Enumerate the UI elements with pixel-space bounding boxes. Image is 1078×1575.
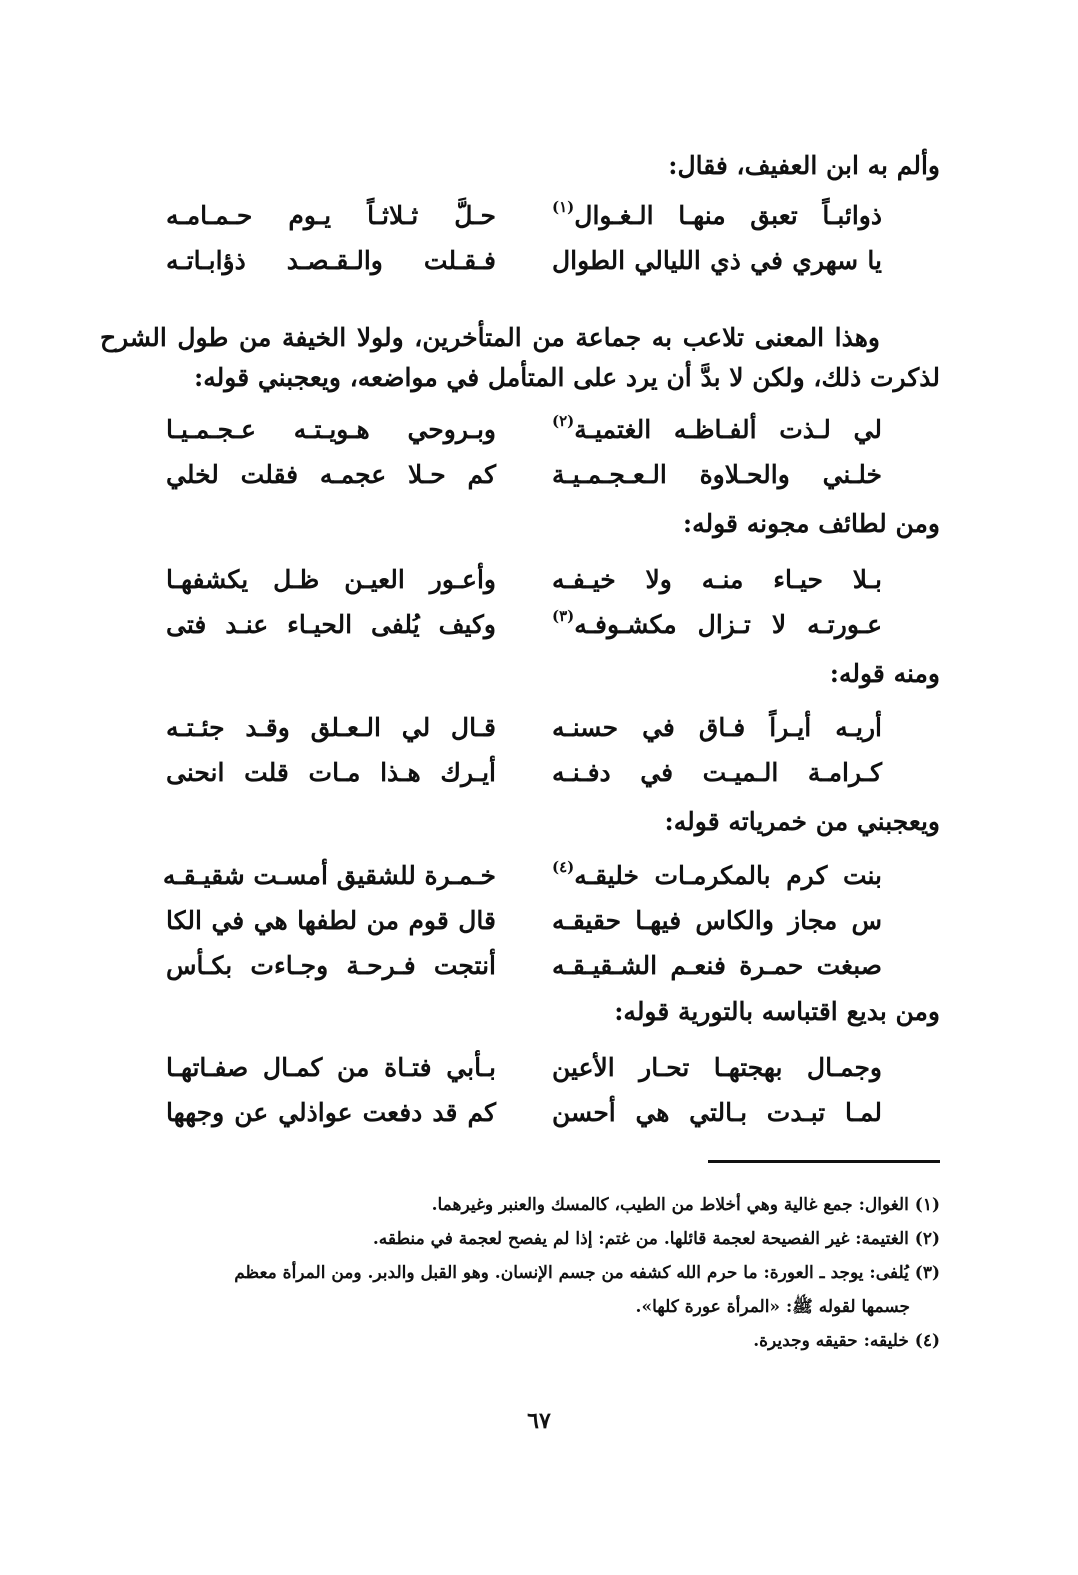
verse-hemistich-first: أنتجت فـرحـة وجـاءت بكـأس xyxy=(166,951,496,980)
verse-hemistich-first: قـال لي الـعـلق وقـد جئـتـه xyxy=(166,713,496,742)
verse-block xyxy=(0,856,1078,991)
verse-hemistich-second: لي لـذت ألفـاظـه الغتميـة$^{(٢)}$ xyxy=(552,412,882,444)
verse-hemistich-first: خـمـرة للشقيق أمسـت شقيـقـه xyxy=(162,861,496,890)
verse-line xyxy=(0,410,1078,455)
footnote xyxy=(100,1256,940,1324)
footnote-text-continued: جسمها لقوله ﷺ: «المرأة عورة كلها». xyxy=(635,1297,910,1317)
verse-hemistich-second: لمـا تبـدت بـالتي هي أحسن xyxy=(552,1098,882,1127)
verse-hemistich-second: وجمـال بهجتهـا تحـار الأعين xyxy=(552,1053,882,1082)
verse-hemistich-second: بـلا حيـاء منـه ولا خيـفـه xyxy=(552,565,882,594)
verse-hemistich-second: خلـني والحـلاوة الـعـجـمـيـة xyxy=(552,460,882,489)
verse-line xyxy=(0,708,1078,753)
verse-block xyxy=(0,410,1078,500)
footnote-separator xyxy=(708,1160,940,1163)
intro-text: ومنه قوله: xyxy=(829,659,940,688)
footnote xyxy=(100,1324,940,1358)
verse-hemistich-first: فـقـلت والـقـصـد ذؤابـاتـه xyxy=(166,246,496,275)
footnote-ref: (٢) xyxy=(552,412,575,430)
footnote-ref: (١) xyxy=(552,198,575,216)
verse-line xyxy=(0,753,1078,798)
paragraph: وهذا المعنى تلاعب به جماعة من المتأخرين، ولولا الخيفة من طول الشرح لذكرت ذلك، ولكن لا بدَّ أن يرد على المتأمل في مواضعه، ويعجبني قوله: xyxy=(100,323,940,392)
intro-text: ومن بديع اقتباسه بالتورية قوله: xyxy=(614,997,940,1026)
verse-line xyxy=(0,605,1078,650)
verse-line xyxy=(0,241,1078,286)
footnote-number: (٤) xyxy=(914,1331,940,1351)
intro-text: وألم به ابن العفيف، فقال: xyxy=(668,151,940,180)
verse-line xyxy=(0,1048,1078,1093)
verse-line xyxy=(0,901,1078,946)
verse-line xyxy=(0,856,1078,901)
verse-hemistich-first: كم حـلا عجمـه فقلت لخلي xyxy=(166,460,496,489)
verse-hemistich-first: وأعـور العيـن ظـل يكشفهـا xyxy=(166,565,496,594)
verse-hemistich-first: حـلَّ ثـلاثـاً يـوم حـمـامـه xyxy=(166,201,496,230)
verse-hemistich-first: وكيف يُلفى الحيـاء عنـد فتى xyxy=(166,610,496,639)
verse-hemistich-first: وبـروحي هـويـتـه عـجـمـيـا xyxy=(166,415,496,444)
verse-hemistich-second: أريـه أيـراً فـاق في حسنـه xyxy=(552,713,882,742)
footnote-number: (٣) xyxy=(914,1263,940,1283)
verse-hemistich-first: أيـرك هـذا مـات قلت انحنى xyxy=(166,758,496,787)
verse-hemistich-first: كم قد دفعت عواذلي عن وجهها xyxy=(166,1098,496,1127)
verse-line xyxy=(0,196,1078,241)
verse-hemistich-second: يا سهري في ذي الليالي الطوال xyxy=(552,246,882,275)
verse-hemistich-second: س مجاز والكاس فيهـا حقيقـه xyxy=(552,906,882,935)
verse-hemistich-first: قال قوم من لطفها هي في الكا xyxy=(166,906,496,935)
footnote-text: خليقه: حقيقه وجديرة. xyxy=(753,1331,909,1351)
verse-block xyxy=(0,196,1078,286)
verse-line xyxy=(0,560,1078,605)
verse-line xyxy=(0,1093,1078,1138)
page-number: ٦٧ xyxy=(527,1408,551,1434)
verse-hemistich-second: بنت كرم بالمكرمـات خليقـه$^{(٤)}$ xyxy=(552,858,882,890)
verse-hemistich-second: ذوائبـاً تعبق منهـا الـغـوال$^{(١)}$ xyxy=(552,198,882,230)
intro-text: ويعجبني من خمرياته قوله: xyxy=(664,807,940,836)
footnote-number: (٢) xyxy=(914,1229,940,1249)
verse-block xyxy=(0,560,1078,650)
footnote-text: يُلفى: يوجد ـ العورة: ما حرم الله كشفه من جسم الإنسان. وهو القبل والدبر. ومن المرأة معظم xyxy=(234,1263,909,1283)
verse-line xyxy=(0,946,1078,991)
intro-text: ومن لطائف مجونه قوله: xyxy=(682,509,940,538)
verse-hemistich-second: عـورتـه لا تـزال مكشـوفـه$^{(٣)}$ xyxy=(552,607,882,639)
footnotes xyxy=(100,1188,940,1358)
verse-hemistich-second: كـرامـة الـميـت في دفـنـه xyxy=(552,758,882,787)
verse-hemistich-second: صبغت حمـرة فنعـم الشـقيـقـه xyxy=(552,951,882,980)
footnote-text: الغوال: جمع غالية وهي أخلاط من الطيب، كالمسك والعنبر وغيرهما. xyxy=(431,1195,909,1215)
verse-hemistich-first: بـأبي فتـاة من كمـال صفـاتهـا xyxy=(166,1053,496,1082)
verse-block xyxy=(0,1048,1078,1138)
verse-line xyxy=(0,455,1078,500)
footnote xyxy=(100,1188,940,1222)
footnote-ref: (٣) xyxy=(552,607,575,625)
footnote-number: (١) xyxy=(914,1195,940,1215)
footnote-ref: (٤) xyxy=(552,858,575,876)
footnote-text: الغتيمة: غير الفصيحة لعجمة قائلها. من غتم: إذا لم يفصح لعجمة في منطقه. xyxy=(372,1229,909,1249)
footnote xyxy=(100,1222,940,1256)
verse-block xyxy=(0,708,1078,798)
